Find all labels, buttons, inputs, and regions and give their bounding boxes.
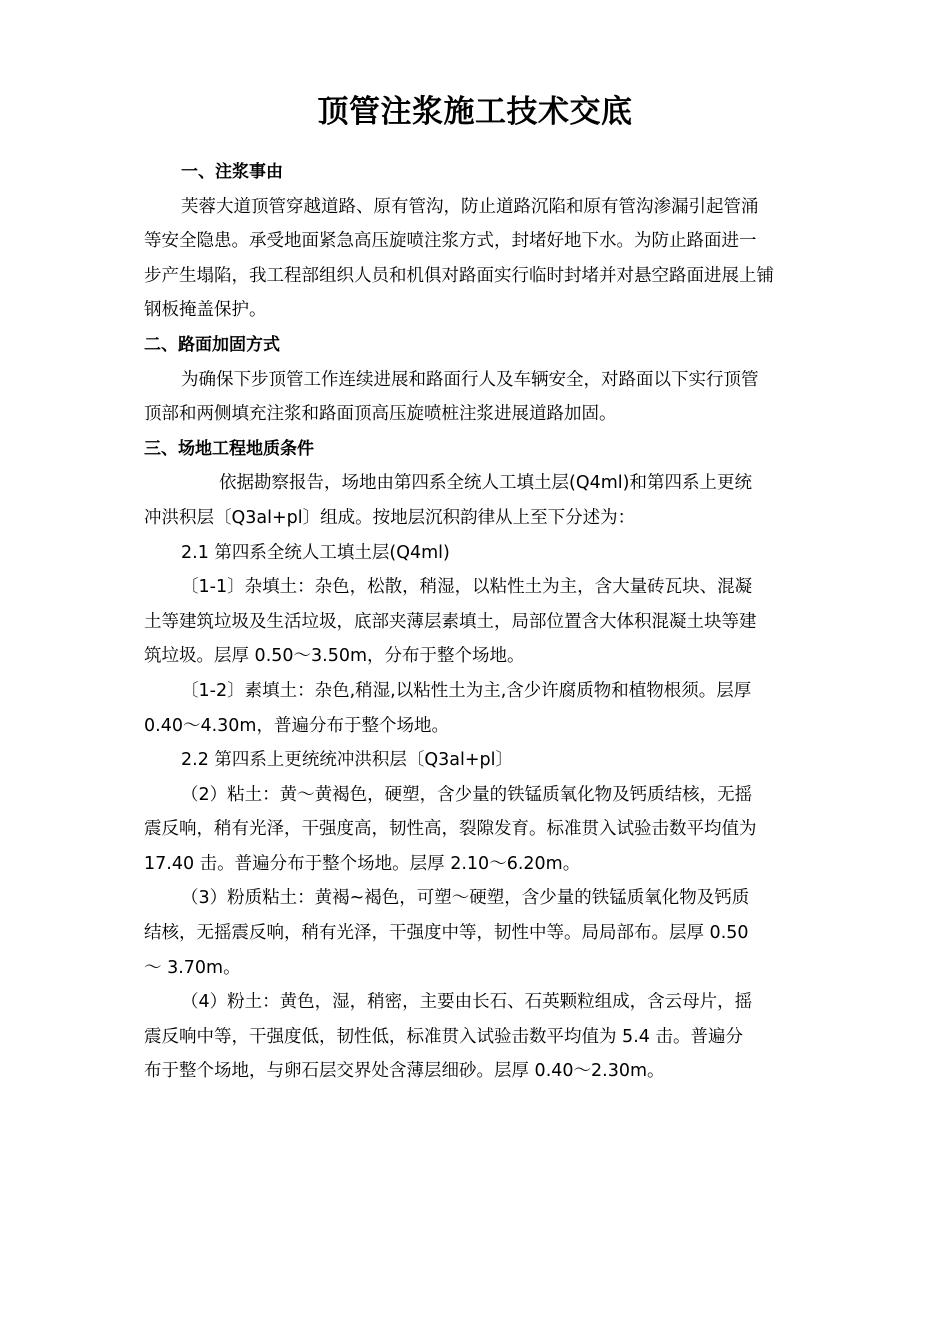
paragraph-line: 〔1-1〕杂填土：杂色，松散，稍湿，以粘性土为主，含大量砖瓦块、混凝 [181, 577, 753, 598]
paragraph-line: 芙蓉大道顶管穿越道路、原有管沟，防止道路沉陷和原有管沟渗漏引起管涌 [181, 196, 759, 217]
paragraph-line: 钢板掩盖保护。 [144, 300, 267, 321]
paragraph-line: 顶部和两侧填充注浆和路面顶高压旋喷桩注浆进展道路加固。 [144, 404, 617, 425]
paragraph-line: 依据勘察报告，场地由第四系全统人工填土层(Q4ml)和第四系上更统 [219, 473, 752, 494]
document-title: 顶管注浆施工技术交底 [317, 94, 633, 130]
paragraph-line: 布于整个场地，与卵石层交界处含薄层细砂。层厚 0.40～2.30m。 [144, 1061, 665, 1082]
paragraph-line: 为确保下步顶管工作连续进展和路面行人及车辆安全，对路面以下实行顶管 [181, 369, 759, 390]
paragraph-line: （3）粉质粘土：黄褐~褐色，可塑～硬塑，含少量的铁锰质氧化物及钙质 [181, 888, 750, 909]
paragraph-line: 土等建筑垃圾及生活垃圾，底部夹薄层素填土，局部位置含大体积混凝土块等建 [144, 611, 757, 632]
paragraph-line: 等安全隐患。承受地面紧急高压旋喷注浆方式，封堵好地下水。为防止路面进一 [144, 231, 757, 252]
paragraph-line: 震反响，稍有光泽，干强度高，韧性高，裂隙发育。标准贯入试验击数平均值为 [144, 819, 757, 840]
paragraph-line: （4）粉土：黄色，湿，稍密，主要由长石、石英颗粒组成，含云母片，摇 [181, 992, 753, 1013]
paragraph-line: 0.40～4.30m，普遍分布于整个场地。 [144, 715, 449, 736]
paragraph-line: 2.1 第四系全统人工填土层(Q4ml) [181, 542, 450, 563]
section-heading: 三、场地工程地质条件 [144, 438, 314, 459]
paragraph-line: 2.2 第四系上更统统冲洪积层〔Q3al+pl〕 [181, 750, 514, 771]
paragraph-line: 冲洪积层〔Q3al+pl〕组成。按地层沉积韵律从上至下分述为： [144, 507, 636, 528]
section-heading: 一、注浆事由 [181, 162, 283, 182]
section-heading: 二、路面加固方式 [144, 334, 280, 355]
document-body [144, 155, 816, 1089]
paragraph-line: ～ 3.70m。 [144, 957, 241, 978]
paragraph-line: 筑垃圾。层厚 0.50～3.50m，分布于整个场地。 [144, 646, 525, 667]
paragraph-line: 〔1-2〕素填土：杂色,稍湿,以粘性土为主,含少许腐质物和植物根须。层厚 [181, 680, 752, 701]
paragraph-line: 结核，无摇震反响，稍有光泽，干强度中等，韧性中等。局局部布。层厚 0.50 [144, 923, 749, 944]
paragraph-line: 17.40 击。普遍分布于整个场地。层厚 2.10～6.20m。 [144, 853, 581, 874]
paragraph-line: 震反响中等，干强度低，韧性低，标准贯入试验击数平均值为 5.4 击。普遍分 [144, 1026, 743, 1047]
paragraph-line: 步产生塌陷，我工程部组织人员和机俱对路面实行临时封堵并对悬空路面进展上铺 [144, 265, 774, 286]
paragraph-line: （2）粘土：黄～黄褐色，硬塑，含少量的铁锰质氧化物及钙质结核，无摇 [181, 784, 753, 805]
